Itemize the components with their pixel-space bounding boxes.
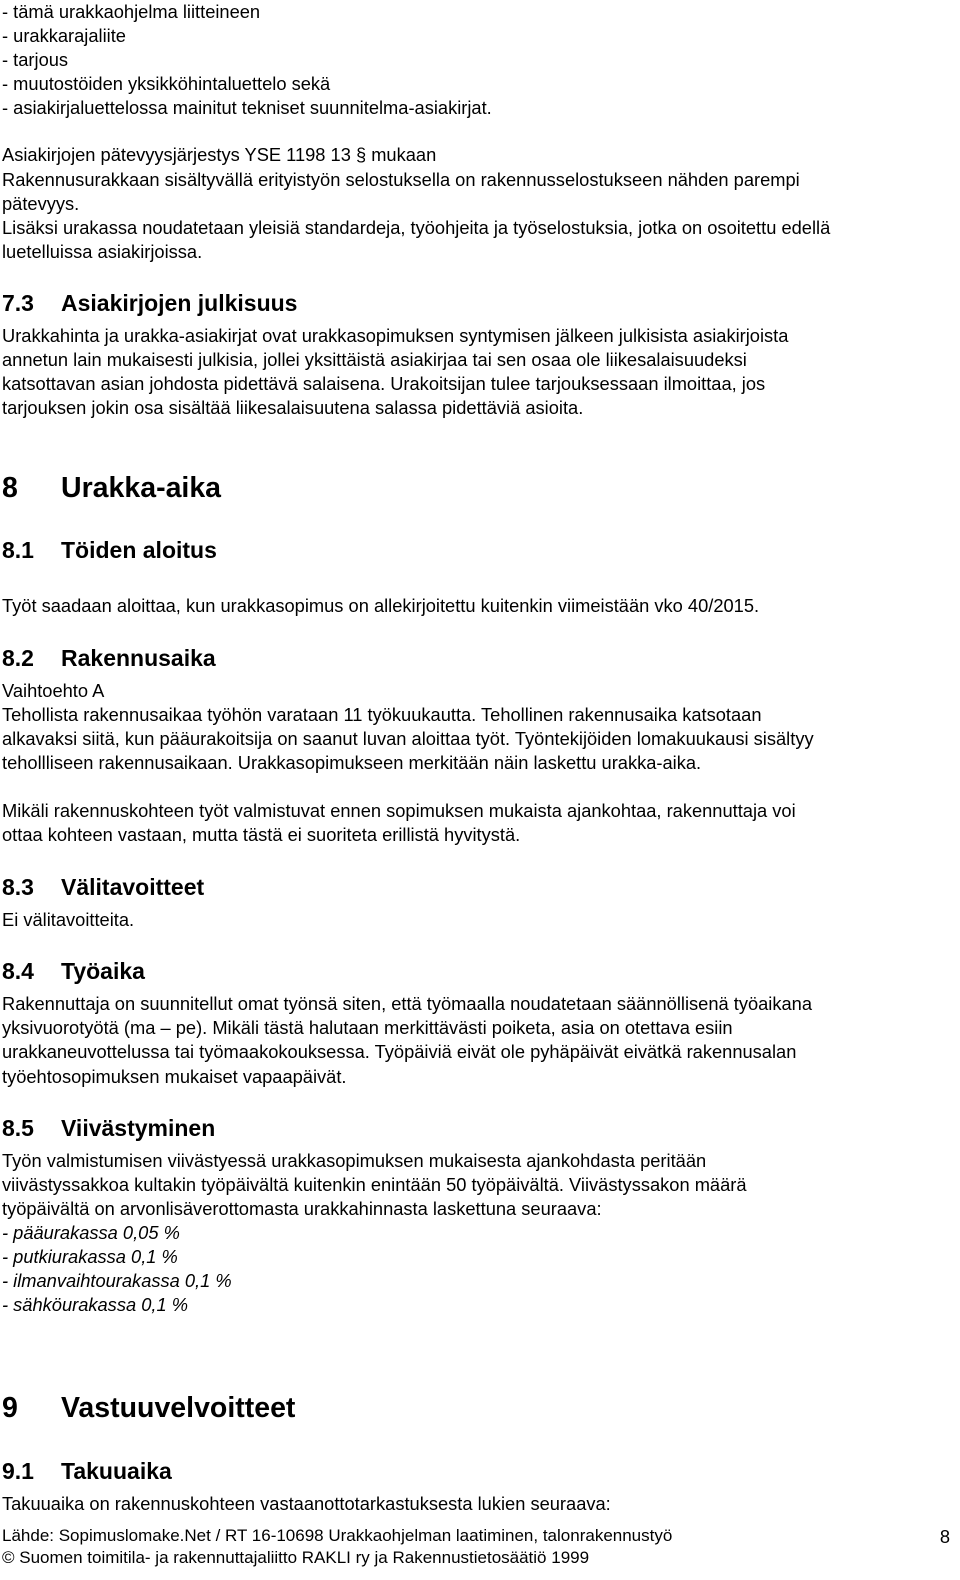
rate-list-item: - pääurakassa 0,05 % [2,1222,180,1243]
section-heading-8-5 [2,1113,215,1143]
section-heading-8-2 [2,643,216,673]
section-title: Rakennusaika [61,645,216,671]
section-title: Viivästyminen [61,1115,216,1141]
body-text: tarjouksen jokin osa sisältää liikesalaisuutena salassa pidettäviä asioita. [2,397,584,418]
body-text: urakkaneuvottelussa tai työmaakokouksessa. Työpäiviä eivät ole pyhäpäivät eivätkä rakennusalan [2,1041,797,1062]
rate-list-item: - ilmanvaihtourakassa 0,1 % [2,1270,232,1291]
body-text: Ei välitavoitteita. [2,909,135,930]
validity-text: luetelluissa asiakirjoissa. [2,241,203,262]
body-text: työpäivältä on arvonlisäverottomasta urakkahinnasta laskettuna seuraava: [2,1198,602,1219]
chapter-number: 8 [2,472,18,504]
section-title: Takuuaika [61,1458,172,1484]
body-text: ottaa kohteen vastaan, mutta tästä ei suoriteta erillistä hyvitystä. [2,824,521,845]
intro-list-item: - asiakirjaluettelossa mainitut tekniset suunnitelma-asiakirjat. [2,97,492,118]
footer-copyright: © Suomen toimitila- ja rakennuttajaliitto RAKLI ry ja Rakennustietosäätiö 1999 [2,1548,590,1567]
validity-text: pätevyys. [2,193,80,214]
section-number: 8.4 [2,958,34,984]
body-text: Urakkahinta ja urakka-asiakirjat ovat urakkasopimuksen syntymisen jälkeen julkisista asiakirjoista [2,325,789,346]
body-text: annetun lain mukaisesti julkisia, jollei yksittäistä asiakirjaa tai sen osaa ole liikesalaisuudeksi [2,349,747,370]
chapter-number: 9 [2,1392,18,1424]
body-text: alkavaksi siitä, kun pääurakoitsija on saanut luvan aloittaa työt. Työntekijöiden lomakuukausi sisältyy [2,728,814,749]
section-number: 7.3 [2,290,34,316]
validity-text: Rakennusurakkaan sisältyvällä erityistyön selostuksella on rakennusselostukseen nähden parempi [2,169,800,190]
rate-list-item: - sähköurakassa 0,1 % [2,1294,188,1315]
section-number: 8.2 [2,645,34,671]
intro-list-item: - tarjous [2,49,69,70]
intro-list-item: - tämä urakkaohjelma liitteineen [2,1,261,22]
section-title: Työaika [61,958,145,984]
body-text: työehtosopimuksen mukaiset vapaapäivät. [2,1066,347,1087]
chapter-title: Urakka-aika [61,472,222,504]
body-text: Takuuaika on rakennuskohteen vastaanottotarkastuksesta lukien seuraava: [2,1493,611,1514]
section-heading-8-3 [2,872,204,902]
body-text: Työn valmistumisen viivästyessä urakkasopimuksen mukaisesta ajankohdasta peritään [2,1150,707,1171]
page-number: 8 [939,1526,950,1547]
section-heading-9-1 [2,1456,172,1486]
chapter-title: Vastuuvelvoitteet [61,1392,296,1424]
section-heading-8-1 [2,535,217,565]
section-number: 8.1 [2,537,34,563]
intro-list-item: - urakkarajaliite [2,25,126,46]
chapter-heading-8 [2,470,221,506]
body-text: viivästyssakkoa kultakin työpäivältä kuitenkin enintään 50 työpäivältä. Viivästyssakon määrä [2,1174,747,1195]
body-text: Mikäli rakennuskohteen työt valmistuvat ennen sopimuksen mukaista ajankohtaa, rakennuttaja voi [2,800,796,821]
body-text: Työt saadaan aloittaa, kun urakkasopimus on allekirjoitettu kuitenkin viimeistään vko 40/2015. [2,595,760,616]
body-text: Tehollista rakennusaikaa työhön varataan 11 työkuukautta. Tehollinen rakennusaika katsotaan [2,704,762,725]
section-heading-7-3 [2,288,297,318]
footer-source: Lähde: Sopimuslomake.Net / RT 16-10698 Urakkaohjelman laatiminen, talonrakennustyö [2,1526,673,1545]
section-number: 8.3 [2,874,34,900]
body-text: tehollliseen rakennusaikaan. Urakkasopimukseen merkitään näin laskettu urakka-aika. [2,752,702,773]
chapter-heading-9 [2,1390,295,1426]
body-text: Rakennuttaja on suunnitellut omat työnsä siten, että työmaalla noudatetaan säännöllisenä työaikana [2,993,812,1014]
validity-text: Lisäksi urakassa noudatetaan yleisiä standardeja, työohjeita ja työselostuksia, jotka on osoitettu edellä [2,217,831,238]
section-heading-8-4 [2,956,145,986]
body-text: yksivuorotyötä (ma – pe). Mikäli tästä halutaan merkittävästi poiketa, asia on otettava esiin [2,1017,733,1038]
section-title: Töiden aloitus [61,537,217,563]
body-text: katsottavan asian johdosta pidettävä salaisena. Urakoitsijan tulee tarjouksessaan ilmoittaa, jos [2,373,766,394]
section-title: Välitavoitteet [61,874,205,900]
intro-list-item: - muutostöiden yksikköhintaluettelo sekä [2,73,331,94]
rate-list-item: - putkiurakassa 0,1 % [2,1246,178,1267]
body-text: Vaihtoehto A [2,680,105,701]
validity-text: Asiakirjojen pätevyysjärjestys YSE 1198 13 § mukaan [2,144,437,165]
section-number: 8.5 [2,1115,34,1141]
section-number: 9.1 [2,1458,34,1484]
section-title: Asiakirjojen julkisuus [61,290,298,316]
